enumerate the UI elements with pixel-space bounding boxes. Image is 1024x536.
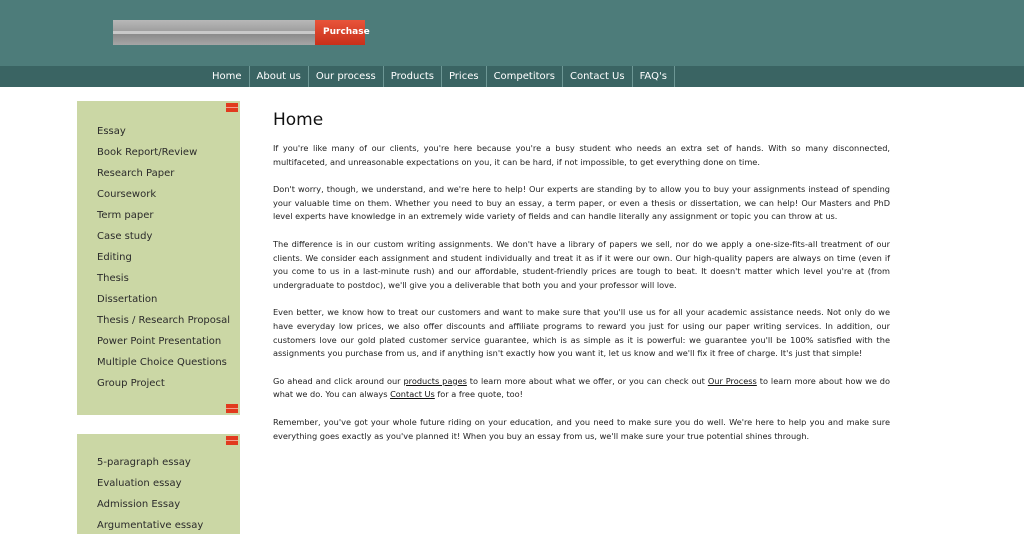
sidebar-item-5-paragraph[interactable]: 5-paragraph essay (97, 457, 191, 468)
contact-us-link[interactable]: Contact Us (390, 389, 435, 400)
intro-paragraph: If you're like many of our clients, you're here because you're a busy student who needs an extra set of hands. With so many disconnected, multifaceted, and unreasonable expectations on you, it can be hard, if not impossible, to get everything done on time. (273, 143, 890, 167)
navigate-text-3: to learn more about how we do what we do. You can always (273, 375, 890, 400)
sidebar-item-book-report[interactable]: Book Report/Review (97, 147, 198, 158)
sidebar-item-evaluation[interactable]: Evaluation essay (97, 478, 182, 489)
products-pages-link[interactable]: products pages (403, 375, 467, 386)
navigate-text-1: Go ahead and click around our (273, 375, 404, 386)
sidebar-item-term-paper[interactable]: Term paper (97, 210, 154, 221)
page-title: Home (273, 110, 324, 130)
nav-products[interactable]: Products (384, 66, 442, 87)
nav-home[interactable]: Home (205, 66, 250, 87)
site-header (0, 0, 1024, 66)
nav-our-process[interactable]: Our process (309, 66, 384, 87)
corner-tab-icon (226, 103, 238, 112)
help-paragraph: Don't worry, though, we understand, and we're here to help! Our experts are standing by to allow you to buy your assignments instead of spending your valuable time on them. Whether you need to buy an essay, a term paper, or even a thesis or dissertation, we can help! Our Masters and PhD level experts have knowledge in an extremely wide variety of fields and can handle literally any assignment or topic you can throw at us. (273, 184, 890, 222)
sidebar-item-thesis[interactable]: Thesis (97, 273, 129, 284)
guarantee-paragraph: Even better, we know how to treat our customers and want to make sure that you'll use us for all your academic assistance needs. Not only do we have everyday low prices, we also offer discounts and affiliate programs to reward you just for using our paper writing services. In addition, our customers love our gold plated customer service guarantee, which is as simple as it is powerful: we guarantee you'll be 100% satisfied with the assignments you purchase from us, and if anything isn't exactly how you want it, let us know and we'll fix it free of charge. It's just that simple! (273, 307, 890, 359)
main-content (273, 110, 890, 457)
sidebar-item-case-study[interactable]: Case study (97, 231, 153, 242)
nav-prices[interactable]: Prices (442, 66, 487, 87)
sidebar-item-research-paper[interactable]: Research Paper (97, 168, 175, 179)
sidebar-item-editing[interactable]: Editing (97, 252, 132, 263)
corner-tab-icon (226, 404, 238, 413)
services-list (97, 121, 230, 394)
nav-faqs[interactable]: FAQ's (633, 66, 675, 87)
sidebar-item-group-project[interactable]: Group Project (97, 378, 165, 389)
nav-contact-us[interactable]: Contact Us (563, 66, 633, 87)
nav-competitors[interactable]: Competitors (487, 66, 563, 87)
nav-about-us[interactable]: About us (250, 66, 309, 87)
sidebar-item-dissertation[interactable]: Dissertation (97, 294, 158, 305)
closing-paragraph: Remember, you've got your whole future riding on your education, and you need to make sure you do well. We're here to help you and make sure everything goes exactly as you've planned it! When you buy an essay from us, we'll make sure your true potential shines through. (273, 416, 890, 441)
main-nav-bar (0, 66, 1024, 87)
sidebar-item-multiple-choice[interactable]: Multiple Choice Questions (97, 357, 227, 368)
corner-tab-icon (226, 436, 238, 445)
navigate-text-4: for a free quote, too! (434, 389, 523, 400)
logo-stripe (113, 31, 315, 34)
our-process-link[interactable]: Our Process (707, 375, 757, 386)
sidebar-item-argumentative[interactable]: Argumentative essay (97, 520, 204, 531)
sidebar-item-thesis-proposal[interactable]: Thesis / Research Proposal (97, 315, 231, 326)
essay-types-list (97, 452, 203, 536)
navigate-paragraph (273, 375, 890, 402)
sidebar-item-essay[interactable]: Essay (97, 126, 126, 137)
purchase-button[interactable]: Purchase (315, 20, 365, 45)
sidebar-item-admission[interactable]: Admission Essay (97, 499, 181, 510)
sidebar-item-coursework[interactable]: Coursework (97, 189, 157, 200)
navigate-text-2: to learn more about what we offer, or you can check out (466, 375, 708, 386)
difference-paragraph: The difference is in our custom writing assignments. We don't have a library of papers we sell, nor do we apply a one-size-fits-all treatment of our clients. We consider each assignment and student individually and treat it as if it were our own. Our high-quality papers are always on time (even if you come to us in a last-minute rush) and our affordable, student-friendly prices are tough to beat. It doesn't matter which level you're at (from undergraduate to postdoc), we'll give you a deliverable that both you and your professor will love. (273, 238, 890, 290)
sidebar-essay-types-box (77, 434, 240, 534)
sidebar-services-box (77, 101, 240, 415)
sidebar-item-power-point[interactable]: Power Point Presentation (97, 336, 222, 347)
main-nav (205, 66, 675, 87)
logo-banner (113, 20, 315, 45)
